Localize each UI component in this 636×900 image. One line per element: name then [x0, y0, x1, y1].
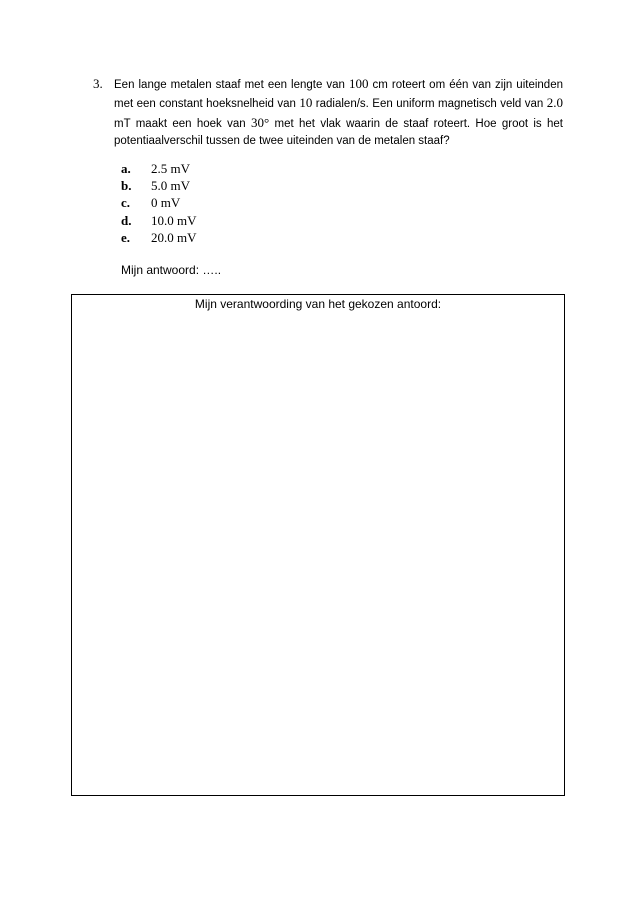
option-value: 20.0 mV — [151, 229, 197, 245]
option-d[interactable] — [121, 212, 197, 229]
option-value: 10.0 mV — [151, 212, 197, 228]
question-value-angular-speed: 10 — [299, 95, 313, 111]
answer-options — [121, 160, 197, 246]
my-answer-field[interactable]: Mijn antwoord: ….. — [121, 263, 222, 277]
option-letter: c. — [121, 195, 131, 211]
option-e[interactable] — [121, 229, 197, 246]
question-number: 3. — [93, 76, 103, 91]
option-letter: d. — [121, 212, 132, 228]
question-value-angle: 30° — [251, 114, 270, 130]
option-letter: e. — [121, 229, 131, 245]
option-c[interactable] — [121, 194, 197, 211]
option-b[interactable] — [121, 177, 197, 194]
option-value: 0 mV — [151, 195, 181, 211]
question-text-part: radialen/s. Een uniform magnetisch veld van — [312, 98, 547, 111]
question-value-length: 100 — [349, 76, 369, 91]
question-text-part: mT maakt een hoek van — [114, 117, 251, 130]
option-a[interactable] — [121, 160, 197, 177]
question-text-part: met het vlak waarin de staaf roteert. Hoe groot is het potentiaalverschil tussen de twee uiteinden van de metalen staaf? — [114, 117, 563, 148]
question-block — [93, 75, 563, 151]
option-value: 2.5 mV — [151, 161, 190, 176]
question-text-part: Een lange metalen staaf met een lengte van — [114, 79, 349, 91]
question-value-field: 2.0 — [546, 95, 564, 111]
justification-box-title: Mijn verantwoording van het gekozen antoord: — [194, 297, 442, 311]
option-value: 5.0 mV — [151, 178, 190, 194]
justification-box[interactable] — [71, 294, 565, 796]
question-text — [114, 75, 563, 151]
option-letter: a. — [121, 161, 131, 176]
question-text-part: cm roteert om één van zijn uiteinden met een constant hoeksnelheid van — [114, 79, 563, 111]
option-letter: b. — [121, 178, 132, 194]
